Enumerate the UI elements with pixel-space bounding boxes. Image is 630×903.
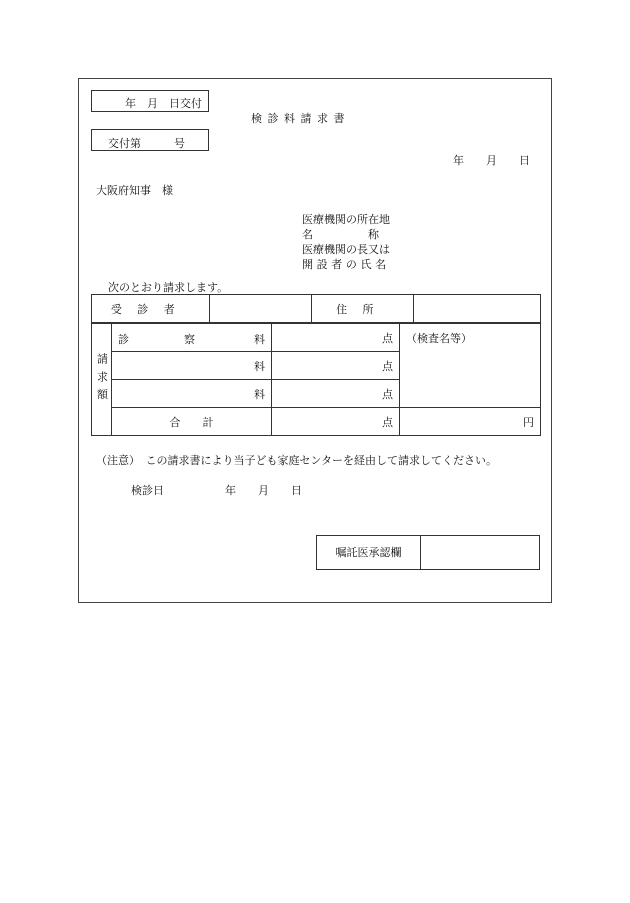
institution-address-label: 医療機関の所在地 <box>302 213 390 226</box>
page-title: 検診料請求書 <box>251 112 350 125</box>
claim-row-1-right: 料 <box>254 333 265 346</box>
patient-field[interactable] <box>210 295 312 323</box>
total-points[interactable]: 点 <box>272 408 400 436</box>
approval-label: 嘱託医承認欄 <box>317 536 421 569</box>
claim-row-3-label: 料 <box>112 380 272 408</box>
claim-row-1-left: 診 <box>118 333 129 346</box>
exam-name-label: （検査名等） <box>406 332 472 345</box>
intro-text: 次のとおり請求します。 <box>108 281 229 294</box>
claim-label: 請求額 <box>92 324 112 436</box>
institution-name-label: 名 称 <box>302 228 379 241</box>
addressee: 大阪府知事 様 <box>96 184 173 197</box>
issue-number-text: 交付第 号 <box>108 137 185 150</box>
issue-number-box <box>91 129 209 151</box>
claim-table <box>91 323 541 436</box>
exam-date-fields: 年 月 日 <box>225 484 302 497</box>
total-yen[interactable]: 円 <box>400 408 541 436</box>
claim-row-1-points[interactable]: 点 <box>272 324 400 352</box>
issue-date-box <box>91 90 209 112</box>
issue-date-text: 年 月 日交付 <box>125 97 202 110</box>
request-date: 年 月 日 <box>453 154 530 167</box>
claim-row-2-label: 料 <box>112 352 272 380</box>
patient-label: 受診者 <box>92 295 210 323</box>
claim-row-2-points[interactable]: 点 <box>272 352 400 380</box>
institution-head-label: 医療機関の長又は <box>302 243 390 256</box>
approval-field[interactable] <box>421 536 539 569</box>
address-label: 住所 <box>312 295 414 323</box>
address-field[interactable] <box>414 295 541 323</box>
claim-row-3-points[interactable]: 点 <box>272 380 400 408</box>
claim-row-1-mid: 察 <box>184 333 195 346</box>
patient-table <box>91 294 541 323</box>
institution-block <box>302 212 390 272</box>
total-label: 合 計 <box>112 408 272 436</box>
institution-founder-label: 開設者の氏名 <box>302 258 390 271</box>
exam-date-label: 検診日 <box>131 484 164 497</box>
approval-box <box>316 535 540 570</box>
note-text: （注意） この請求書により当子ども家庭センターを経由して請求してください。 <box>96 454 498 467</box>
claim-row-1-label <box>112 324 272 352</box>
exam-name-cell[interactable] <box>400 324 541 408</box>
